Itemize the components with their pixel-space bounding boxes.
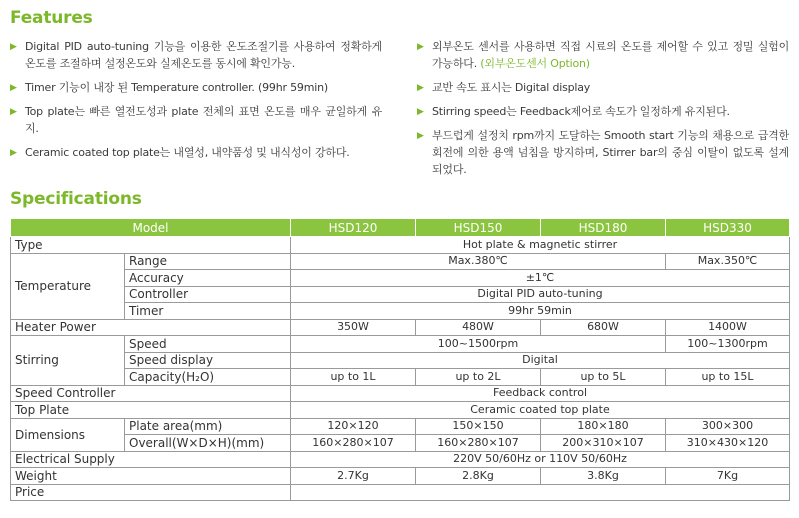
features-left-column [10, 38, 382, 168]
cell-value: 3.8Kg [541, 468, 666, 485]
feature-text: Timer 기능이 내장 된 Temperature controller. (99hr 59min) [25, 81, 328, 94]
row-label: Electrical Supply [11, 451, 291, 468]
cell-value: Hot plate & magnetic stirrer [291, 237, 790, 254]
row-sublabel: Plate area(mm) [125, 418, 291, 435]
table-row [11, 253, 790, 270]
triangle-bullet-icon: ▶ [417, 131, 424, 141]
table-row [11, 286, 790, 303]
feature-item [417, 38, 789, 72]
row-sublabel: Range [125, 253, 291, 270]
row-label: Speed Controller [11, 385, 291, 402]
cell-value: up to 1L [291, 369, 416, 386]
table-row [11, 385, 790, 402]
cell-value: 220V 50/60Hz or 110V 50/60Hz [291, 451, 790, 468]
cell-value: Digital [291, 352, 790, 369]
table-row [11, 270, 790, 287]
model-hsd180-header: HSD180 [541, 219, 666, 237]
cell-value: up to 15L [666, 369, 790, 386]
feature-text: Stirring speed는 Feedback제어로 속도가 일정하게 유지된다. [432, 105, 730, 118]
cell-value: 180×180 [541, 418, 666, 435]
table-row [11, 336, 790, 353]
row-sublabel: Timer [125, 303, 291, 320]
cell-value: 200×310×107 [541, 435, 666, 452]
table-row [11, 369, 790, 386]
cell-value: 350W [291, 319, 416, 336]
feature-item [417, 79, 789, 96]
cell-value: 160×280×107 [416, 435, 541, 452]
cell-value: 1400W [666, 319, 790, 336]
cell-value: Max.380℃ [291, 253, 666, 270]
triangle-bullet-icon: ▶ [10, 148, 17, 158]
cell-value: 680W [541, 319, 666, 336]
row-sublabel: Speed [125, 336, 291, 353]
cell-value: Max.350℃ [666, 253, 790, 270]
row-group-label: Stirring [11, 336, 125, 386]
feature-text: 부드럽게 설정치 rpm까지 도달하는 Smooth start 기능의 채용으로 급격한 회전에 의한 용액 넘침을 방지하며, Stirrer bar의 중심 이탈이 없도록 설계되었다. [432, 129, 789, 176]
feature-text: Digital PID auto-tuning 기능을 이용한 온도조절기를 사용하여 정확하게 온도를 조절하며 설정온도와 실제온도를 동시에 확인가능. [25, 40, 382, 70]
row-group-label: Dimensions [11, 418, 125, 451]
triangle-bullet-icon: ▶ [10, 107, 17, 117]
table-row [11, 451, 790, 468]
model-hsd120-header: HSD120 [291, 219, 416, 237]
table-row [11, 418, 790, 435]
row-label: Heater Power [11, 319, 291, 336]
row-sublabel: Capacity(H₂O) [125, 369, 291, 386]
row-label: Price [11, 484, 291, 501]
feature-text: 외부온도 센서를 사용하면 직접 시료의 온도를 제어할 수 있고 정밀 실험이 가능하다. [432, 40, 789, 70]
specifications-table [10, 218, 790, 501]
row-label: Type [11, 237, 291, 254]
feature-text: Ceramic coated top plate는 내열성, 내약품성 및 내식성이 강하다. [25, 146, 350, 159]
table-row [11, 303, 790, 320]
row-sublabel: Speed display [125, 352, 291, 369]
specifications-heading: Specifications [10, 189, 142, 209]
triangle-bullet-icon: ▶ [10, 42, 17, 52]
table-row [11, 435, 790, 452]
cell-value: up to 5L [541, 369, 666, 386]
triangle-bullet-icon: ▶ [417, 107, 424, 117]
cell-value: 150×150 [416, 418, 541, 435]
features-heading: Features [10, 8, 93, 28]
cell-value: 99hr 59min [291, 303, 790, 320]
table-row [11, 484, 790, 501]
cell-value: 310×430×120 [666, 435, 790, 452]
feature-item [10, 38, 382, 72]
triangle-bullet-icon: ▶ [417, 42, 424, 52]
feature-item [417, 127, 789, 178]
cell-value: 160×280×107 [291, 435, 416, 452]
triangle-bullet-icon: ▶ [417, 83, 424, 93]
row-label: Top Plate [11, 402, 291, 419]
feature-item [417, 103, 789, 120]
feature-text: 교반 속도 표시는 Digital display [432, 81, 591, 94]
feature-text: Top plate는 빠른 열전도성과 plate 전체의 표면 온도를 매우 균일하게 유지. [25, 105, 382, 135]
table-row [11, 319, 790, 336]
cell-value: 2.8Kg [416, 468, 541, 485]
model-hsd150-header: HSD150 [416, 219, 541, 237]
cell-value: ±1℃ [291, 270, 790, 287]
table-row [11, 237, 790, 254]
feature-item [10, 103, 382, 137]
row-group-label: Temperature [11, 253, 125, 319]
table-row [11, 352, 790, 369]
model-hsd330-header: HSD330 [666, 219, 790, 237]
row-label: Weight [11, 468, 291, 485]
row-sublabel: Overall(W×D×H)(mm) [125, 435, 291, 452]
feature-item [10, 79, 382, 96]
cell-value: 100~1500rpm [291, 336, 666, 353]
cell-value: 100~1300rpm [666, 336, 790, 353]
table-row [11, 402, 790, 419]
row-sublabel: Controller [125, 286, 291, 303]
cell-value: 480W [416, 319, 541, 336]
table-row [11, 468, 790, 485]
cell-value: up to 2L [416, 369, 541, 386]
table-header-row [11, 219, 790, 237]
cell-value: 7Kg [666, 468, 790, 485]
row-sublabel: Accuracy [125, 270, 291, 287]
cell-value: 300×300 [666, 418, 790, 435]
option-note: (외부온도센서 Option) [480, 57, 590, 70]
feature-item [10, 144, 382, 161]
cell-value: Feedback control [291, 385, 790, 402]
features-right-column [417, 38, 789, 185]
cell-value [291, 484, 790, 501]
model-header: Model [11, 219, 291, 237]
cell-value: 2.7Kg [291, 468, 416, 485]
cell-value: Digital PID auto-tuning [291, 286, 790, 303]
cell-value: 120×120 [291, 418, 416, 435]
triangle-bullet-icon: ▶ [10, 83, 17, 93]
cell-value: Ceramic coated top plate [291, 402, 790, 419]
